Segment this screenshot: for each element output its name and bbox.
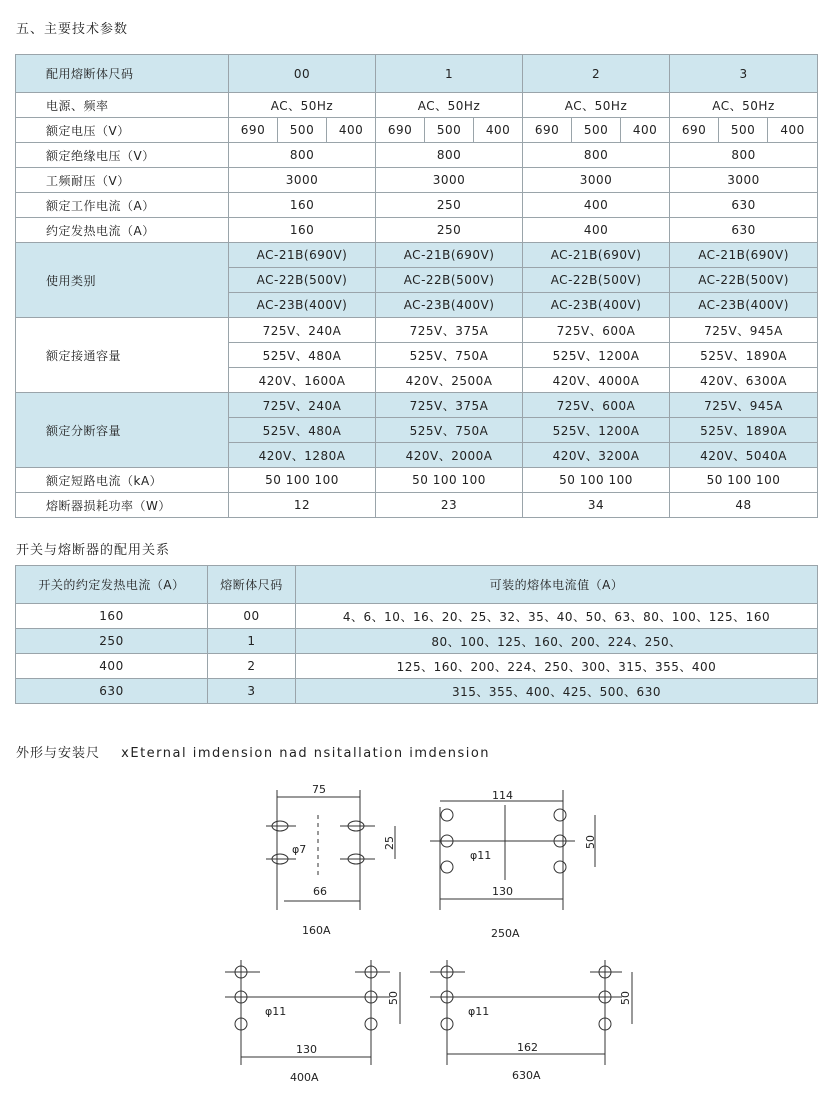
table-row <box>16 468 818 493</box>
cell: AC-23B(400V) <box>670 293 818 318</box>
row-label: 电源、频率 <box>16 93 229 118</box>
cell: 420V、3200A <box>523 443 670 468</box>
column-header: 开关的约定发热电流（A） <box>16 566 208 604</box>
cell: 800 <box>229 143 376 168</box>
row-label: 使用类别 <box>16 243 229 318</box>
cell: AC-23B(400V) <box>376 293 523 318</box>
fuse-table <box>15 565 818 704</box>
cell: 48 <box>670 493 818 518</box>
hole <box>441 861 453 873</box>
cell: 525V、480A <box>229 343 376 368</box>
cell: 690 <box>523 118 572 143</box>
cell: 2 <box>208 654 296 679</box>
dim-text: 66 <box>313 885 327 898</box>
cell: 315、355、400、425、500、630 <box>296 679 818 704</box>
cell: AC、50Hz <box>670 93 818 118</box>
cell: 690 <box>670 118 719 143</box>
drawing-630a <box>430 960 632 1082</box>
params-table <box>15 54 818 518</box>
hole <box>554 861 566 873</box>
table-row <box>16 143 818 168</box>
cell: 00 <box>208 604 296 629</box>
cell: 525V、1890A <box>670 418 818 443</box>
size-header: 00 <box>229 55 376 93</box>
cell: 420V、1280A <box>229 443 376 468</box>
table-row <box>16 193 818 218</box>
cell: 250 <box>376 193 523 218</box>
cell: 400 <box>327 118 376 143</box>
cell: 725V、600A <box>523 393 670 418</box>
drawing-250a <box>430 789 597 940</box>
dim-text: 130 <box>492 885 513 898</box>
caption: 160A <box>302 924 331 937</box>
cell: 500 <box>425 118 474 143</box>
cell: 50 100 100 <box>376 468 523 493</box>
cell: AC-21B(690V) <box>523 243 670 268</box>
cell: 725V、945A <box>670 318 818 343</box>
cell: 725V、375A <box>376 393 523 418</box>
table-row <box>16 318 818 343</box>
table-row <box>16 493 818 518</box>
cell: 3000 <box>229 168 376 193</box>
cell: 400 <box>16 654 208 679</box>
cell: AC、50Hz <box>376 93 523 118</box>
row-label: 额定绝缘电压（V） <box>16 143 229 168</box>
table-row <box>16 243 818 268</box>
cell: 12 <box>229 493 376 518</box>
cell: 3000 <box>376 168 523 193</box>
cell: 690 <box>376 118 425 143</box>
table-row <box>16 604 818 629</box>
cell: AC-22B(500V) <box>229 268 376 293</box>
cell: 725V、600A <box>523 318 670 343</box>
cell: 400 <box>523 193 670 218</box>
cell: 50 100 100 <box>523 468 670 493</box>
cell: 160 <box>229 193 376 218</box>
size-header: 3 <box>670 55 818 93</box>
cell: 630 <box>670 193 818 218</box>
cell: 525V、1200A <box>523 418 670 443</box>
dim-text: φ11 <box>468 1005 490 1018</box>
section-title: 五、主要技术参数 <box>16 22 129 37</box>
cell: AC-22B(500V) <box>523 268 670 293</box>
cell: 725V、240A <box>229 393 376 418</box>
cell: AC-21B(690V) <box>670 243 818 268</box>
cell: 420V、2500A <box>376 368 523 393</box>
cell: 420V、2000A <box>376 443 523 468</box>
row-label: 额定接通容量 <box>16 318 229 393</box>
cell: 500 <box>572 118 621 143</box>
cell: 4、6、10、16、20、25、32、35、40、50、63、80、100、125、160 <box>296 604 818 629</box>
size-header: 2 <box>523 55 670 93</box>
table-row <box>16 393 818 418</box>
cell: 160 <box>16 604 208 629</box>
cell: AC-22B(500V) <box>670 268 818 293</box>
table-row <box>16 218 818 243</box>
row-label: 额定短路电流（kA） <box>16 468 229 493</box>
row-label: 熔断器损耗功率（W） <box>16 493 229 518</box>
table-row <box>16 118 818 143</box>
cell: 420V、1600A <box>229 368 376 393</box>
cell: 630 <box>16 679 208 704</box>
dims-title-en: xEternal imdension nad nsitallation imdension <box>121 746 491 761</box>
column-header: 熔断体尺码 <box>208 566 296 604</box>
dims-section-title <box>16 742 490 761</box>
fuse-section-title: 开关与熔断器的配用关系 <box>16 543 171 558</box>
cell: 420V、4000A <box>523 368 670 393</box>
cell: 400 <box>621 118 670 143</box>
cell: 725V、375A <box>376 318 523 343</box>
cell: AC、50Hz <box>229 93 376 118</box>
dim-text: 114 <box>492 789 513 802</box>
dim-text: 130 <box>296 1043 317 1056</box>
cell: 50 100 100 <box>670 468 818 493</box>
caption: 250A <box>491 927 520 940</box>
cell: 725V、945A <box>670 393 818 418</box>
cell: 525V、1890A <box>670 343 818 368</box>
cell: 420V、5040A <box>670 443 818 468</box>
caption: 400A <box>290 1071 319 1084</box>
dim-text: 50 <box>387 991 400 1005</box>
cell: 525V、1200A <box>523 343 670 368</box>
cell: 690 <box>229 118 278 143</box>
row-label: 额定电压（V） <box>16 118 229 143</box>
dim-text: 75 <box>312 783 326 796</box>
drawing-160a <box>266 783 396 937</box>
cell: 525V、750A <box>376 343 523 368</box>
cell: 34 <box>523 493 670 518</box>
cell: 125、160、200、224、250、300、315、355、400 <box>296 654 818 679</box>
dimension-drawings <box>0 775 825 1105</box>
cell: 3000 <box>523 168 670 193</box>
row-label: 约定发热电流（A） <box>16 218 229 243</box>
dim-text: 162 <box>517 1041 538 1054</box>
size-header: 1 <box>376 55 523 93</box>
dim-text: φ11 <box>265 1005 287 1018</box>
cell: 3 <box>208 679 296 704</box>
dim-text: φ7 <box>292 843 307 856</box>
cell: 500 <box>278 118 327 143</box>
cell: 400 <box>474 118 523 143</box>
cell: AC-23B(400V) <box>229 293 376 318</box>
row-label: 工频耐压（V） <box>16 168 229 193</box>
drawing-400a <box>225 960 400 1084</box>
table-row <box>16 654 818 679</box>
column-header: 可装的熔体电流值（A） <box>296 566 818 604</box>
params-header-row <box>16 55 818 93</box>
dim-text: 50 <box>584 835 597 849</box>
cell: 80、100、125、160、200、224、250、 <box>296 629 818 654</box>
cell: AC-21B(690V) <box>229 243 376 268</box>
dim-text: 25 <box>383 836 396 850</box>
cell: 250 <box>376 218 523 243</box>
dim-text: 50 <box>619 991 632 1005</box>
cell: 725V、240A <box>229 318 376 343</box>
cell: 50 100 100 <box>229 468 376 493</box>
table-row <box>16 679 818 704</box>
cell: 525V、750A <box>376 418 523 443</box>
cell: AC-23B(400V) <box>523 293 670 318</box>
cell: 800 <box>523 143 670 168</box>
cell: AC、50Hz <box>523 93 670 118</box>
hole <box>441 809 453 821</box>
cell: AC-21B(690V) <box>376 243 523 268</box>
dims-title-cn: 外形与安装尺 <box>16 746 101 761</box>
dim-text: φ11 <box>470 849 492 862</box>
cell: 23 <box>376 493 523 518</box>
cell: 500 <box>719 118 768 143</box>
params-header-label: 配用熔断体尺码 <box>16 55 229 93</box>
cell: 420V、6300A <box>670 368 818 393</box>
cell: AC-22B(500V) <box>376 268 523 293</box>
table-row <box>16 93 818 118</box>
table-row <box>16 168 818 193</box>
cell: 400 <box>768 118 818 143</box>
cell: 250 <box>16 629 208 654</box>
cell: 800 <box>376 143 523 168</box>
cell: 3000 <box>670 168 818 193</box>
cell: 160 <box>229 218 376 243</box>
cell: 1 <box>208 629 296 654</box>
table-row <box>16 629 818 654</box>
cell: 400 <box>523 218 670 243</box>
cell: 630 <box>670 218 818 243</box>
caption: 630A <box>512 1069 541 1082</box>
fuse-header-row <box>16 566 818 604</box>
row-label: 额定工作电流（A） <box>16 193 229 218</box>
cell: 525V、480A <box>229 418 376 443</box>
cell: 800 <box>670 143 818 168</box>
row-label: 额定分断容量 <box>16 393 229 468</box>
hole <box>554 809 566 821</box>
